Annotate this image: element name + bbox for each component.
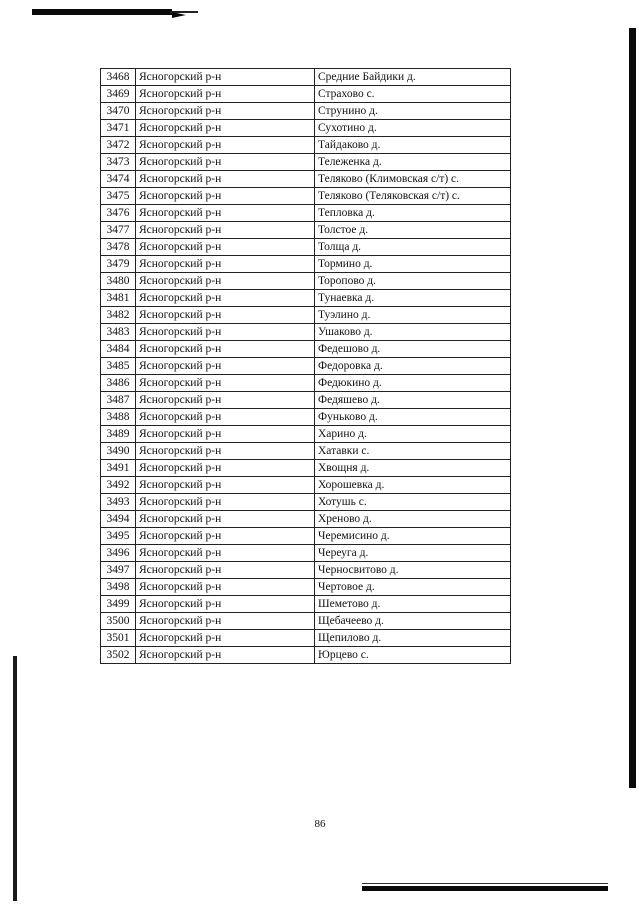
table-row	[101, 494, 511, 511]
place-name-cell: Средние Байдики д.	[315, 69, 511, 86]
table-row	[101, 443, 511, 460]
row-number-cell: 3469	[101, 86, 136, 103]
place-name-cell: Черемисино д.	[315, 528, 511, 545]
district-cell: Ясногорский р-н	[136, 358, 315, 375]
place-name-cell: Харино д.	[315, 426, 511, 443]
settlements-table-body	[101, 69, 511, 664]
place-name-cell: Тунаевка д.	[315, 290, 511, 307]
district-cell: Ясногорский р-н	[136, 86, 315, 103]
row-number-cell: 3499	[101, 596, 136, 613]
place-name-cell: Тележенка д.	[315, 154, 511, 171]
row-number-cell: 3496	[101, 545, 136, 562]
place-name-cell: Теляково (Теляковская с/т) с.	[315, 188, 511, 205]
table-row	[101, 154, 511, 171]
table-row	[101, 273, 511, 290]
district-cell: Ясногорский р-н	[136, 290, 315, 307]
row-number-cell: 3495	[101, 528, 136, 545]
table-row	[101, 630, 511, 647]
table-row	[101, 290, 511, 307]
place-name-cell: Федоровка д.	[315, 358, 511, 375]
row-number-cell: 3500	[101, 613, 136, 630]
table-row	[101, 426, 511, 443]
table-row	[101, 171, 511, 188]
district-cell: Ясногорский р-н	[136, 239, 315, 256]
district-cell: Ясногорский р-н	[136, 137, 315, 154]
district-cell: Ясногорский р-н	[136, 205, 315, 222]
row-number-cell: 3491	[101, 460, 136, 477]
row-number-cell: 3481	[101, 290, 136, 307]
scan-edge-mark-right	[629, 28, 636, 788]
place-name-cell: Теляково (Климовская с/т) с.	[315, 171, 511, 188]
table-row	[101, 256, 511, 273]
place-name-cell: Хреново д.	[315, 511, 511, 528]
row-number-cell: 3472	[101, 137, 136, 154]
place-name-cell: Федяшево д.	[315, 392, 511, 409]
row-number-cell: 3476	[101, 205, 136, 222]
district-cell: Ясногорский р-н	[136, 460, 315, 477]
table-row	[101, 477, 511, 494]
table-row	[101, 103, 511, 120]
place-name-cell: Юрцево с.	[315, 647, 511, 664]
district-cell: Ясногорский р-н	[136, 613, 315, 630]
table-row	[101, 460, 511, 477]
row-number-cell: 3474	[101, 171, 136, 188]
place-name-cell: Туэлино д.	[315, 307, 511, 324]
row-number-cell: 3471	[101, 120, 136, 137]
place-name-cell: Тайдаково д.	[315, 137, 511, 154]
table-row	[101, 647, 511, 664]
table-row	[101, 545, 511, 562]
district-cell: Ясногорский р-н	[136, 545, 315, 562]
row-number-cell: 3488	[101, 409, 136, 426]
district-cell: Ясногорский р-н	[136, 256, 315, 273]
settlements-table	[100, 68, 511, 664]
row-number-cell: 3468	[101, 69, 136, 86]
row-number-cell: 3483	[101, 324, 136, 341]
table-row	[101, 613, 511, 630]
table-row	[101, 562, 511, 579]
table-row	[101, 528, 511, 545]
district-cell: Ясногорский р-н	[136, 528, 315, 545]
place-name-cell: Чертовое д.	[315, 579, 511, 596]
row-number-cell: 3478	[101, 239, 136, 256]
district-cell: Ясногорский р-н	[136, 375, 315, 392]
district-cell: Ясногорский р-н	[136, 341, 315, 358]
row-number-cell: 3501	[101, 630, 136, 647]
place-name-cell: Щебачеево д.	[315, 613, 511, 630]
place-name-cell: Хотушь с.	[315, 494, 511, 511]
row-number-cell: 3477	[101, 222, 136, 239]
row-number-cell: 3470	[101, 103, 136, 120]
district-cell: Ясногорский р-н	[136, 392, 315, 409]
table-row	[101, 188, 511, 205]
district-cell: Ясногорский р-н	[136, 103, 315, 120]
place-name-cell: Федешово д.	[315, 341, 511, 358]
place-name-cell: Тормино д.	[315, 256, 511, 273]
place-name-cell: Хорошевка д.	[315, 477, 511, 494]
district-cell: Ясногорский р-н	[136, 511, 315, 528]
place-name-cell: Хвощня д.	[315, 460, 511, 477]
scan-edge-mark-bottom	[362, 886, 608, 891]
table-row	[101, 409, 511, 426]
place-name-cell: Фуньково д.	[315, 409, 511, 426]
table-row	[101, 375, 511, 392]
district-cell: Ясногорский р-н	[136, 477, 315, 494]
place-name-cell: Черносвитово д.	[315, 562, 511, 579]
place-name-cell: Толстое д.	[315, 222, 511, 239]
row-number-cell: 3473	[101, 154, 136, 171]
scan-edge-mark-top	[32, 9, 172, 15]
district-cell: Ясногорский р-н	[136, 273, 315, 290]
district-cell: Ясногорский р-н	[136, 307, 315, 324]
row-number-cell: 3494	[101, 511, 136, 528]
place-name-cell: Щепилово д.	[315, 630, 511, 647]
row-number-cell: 3487	[101, 392, 136, 409]
place-name-cell: Федюкино д.	[315, 375, 511, 392]
row-number-cell: 3493	[101, 494, 136, 511]
table-row	[101, 239, 511, 256]
row-number-cell: 3489	[101, 426, 136, 443]
table-row	[101, 392, 511, 409]
district-cell: Ясногорский р-н	[136, 596, 315, 613]
row-number-cell: 3486	[101, 375, 136, 392]
place-name-cell: Толща д.	[315, 239, 511, 256]
place-name-cell: Струнино д.	[315, 103, 511, 120]
page-number: 86	[314, 818, 326, 830]
row-number-cell: 3498	[101, 579, 136, 596]
place-name-cell: Шеметово д.	[315, 596, 511, 613]
table-row	[101, 69, 511, 86]
district-cell: Ясногорский р-н	[136, 222, 315, 239]
scan-edge-arrow	[172, 12, 186, 18]
district-cell: Ясногорский р-н	[136, 494, 315, 511]
row-number-cell: 3480	[101, 273, 136, 290]
row-number-cell: 3475	[101, 188, 136, 205]
district-cell: Ясногорский р-н	[136, 647, 315, 664]
table-row	[101, 137, 511, 154]
district-cell: Ясногорский р-н	[136, 443, 315, 460]
scan-edge-mark-bottom-thin	[362, 883, 608, 884]
table-row	[101, 205, 511, 222]
place-name-cell: Сухотино д.	[315, 120, 511, 137]
table-row	[101, 511, 511, 528]
row-number-cell: 3484	[101, 341, 136, 358]
place-name-cell: Тепловка д.	[315, 205, 511, 222]
district-cell: Ясногорский р-н	[136, 69, 315, 86]
district-cell: Ясногорский р-н	[136, 120, 315, 137]
table-row	[101, 358, 511, 375]
district-cell: Ясногорский р-н	[136, 630, 315, 647]
table-row	[101, 341, 511, 358]
district-cell: Ясногорский р-н	[136, 188, 315, 205]
scan-edge-mark-left	[13, 656, 17, 901]
table-row	[101, 222, 511, 239]
district-cell: Ясногорский р-н	[136, 409, 315, 426]
district-cell: Ясногорский р-н	[136, 324, 315, 341]
row-number-cell: 3479	[101, 256, 136, 273]
district-cell: Ясногорский р-н	[136, 154, 315, 171]
table-row	[101, 120, 511, 137]
district-cell: Ясногорский р-н	[136, 579, 315, 596]
district-cell: Ясногорский р-н	[136, 426, 315, 443]
place-name-cell: Хатавки с.	[315, 443, 511, 460]
row-number-cell: 3502	[101, 647, 136, 664]
table-row	[101, 596, 511, 613]
place-name-cell: Череуга д.	[315, 545, 511, 562]
place-name-cell: Страхово с.	[315, 86, 511, 103]
district-cell: Ясногорский р-н	[136, 562, 315, 579]
row-number-cell: 3482	[101, 307, 136, 324]
table-row	[101, 324, 511, 341]
row-number-cell: 3497	[101, 562, 136, 579]
table-row	[101, 307, 511, 324]
place-name-cell: Торопово д.	[315, 273, 511, 290]
row-number-cell: 3485	[101, 358, 136, 375]
row-number-cell: 3490	[101, 443, 136, 460]
district-cell: Ясногорский р-н	[136, 171, 315, 188]
row-number-cell: 3492	[101, 477, 136, 494]
place-name-cell: Ушаково д.	[315, 324, 511, 341]
table-row	[101, 86, 511, 103]
table-row	[101, 579, 511, 596]
